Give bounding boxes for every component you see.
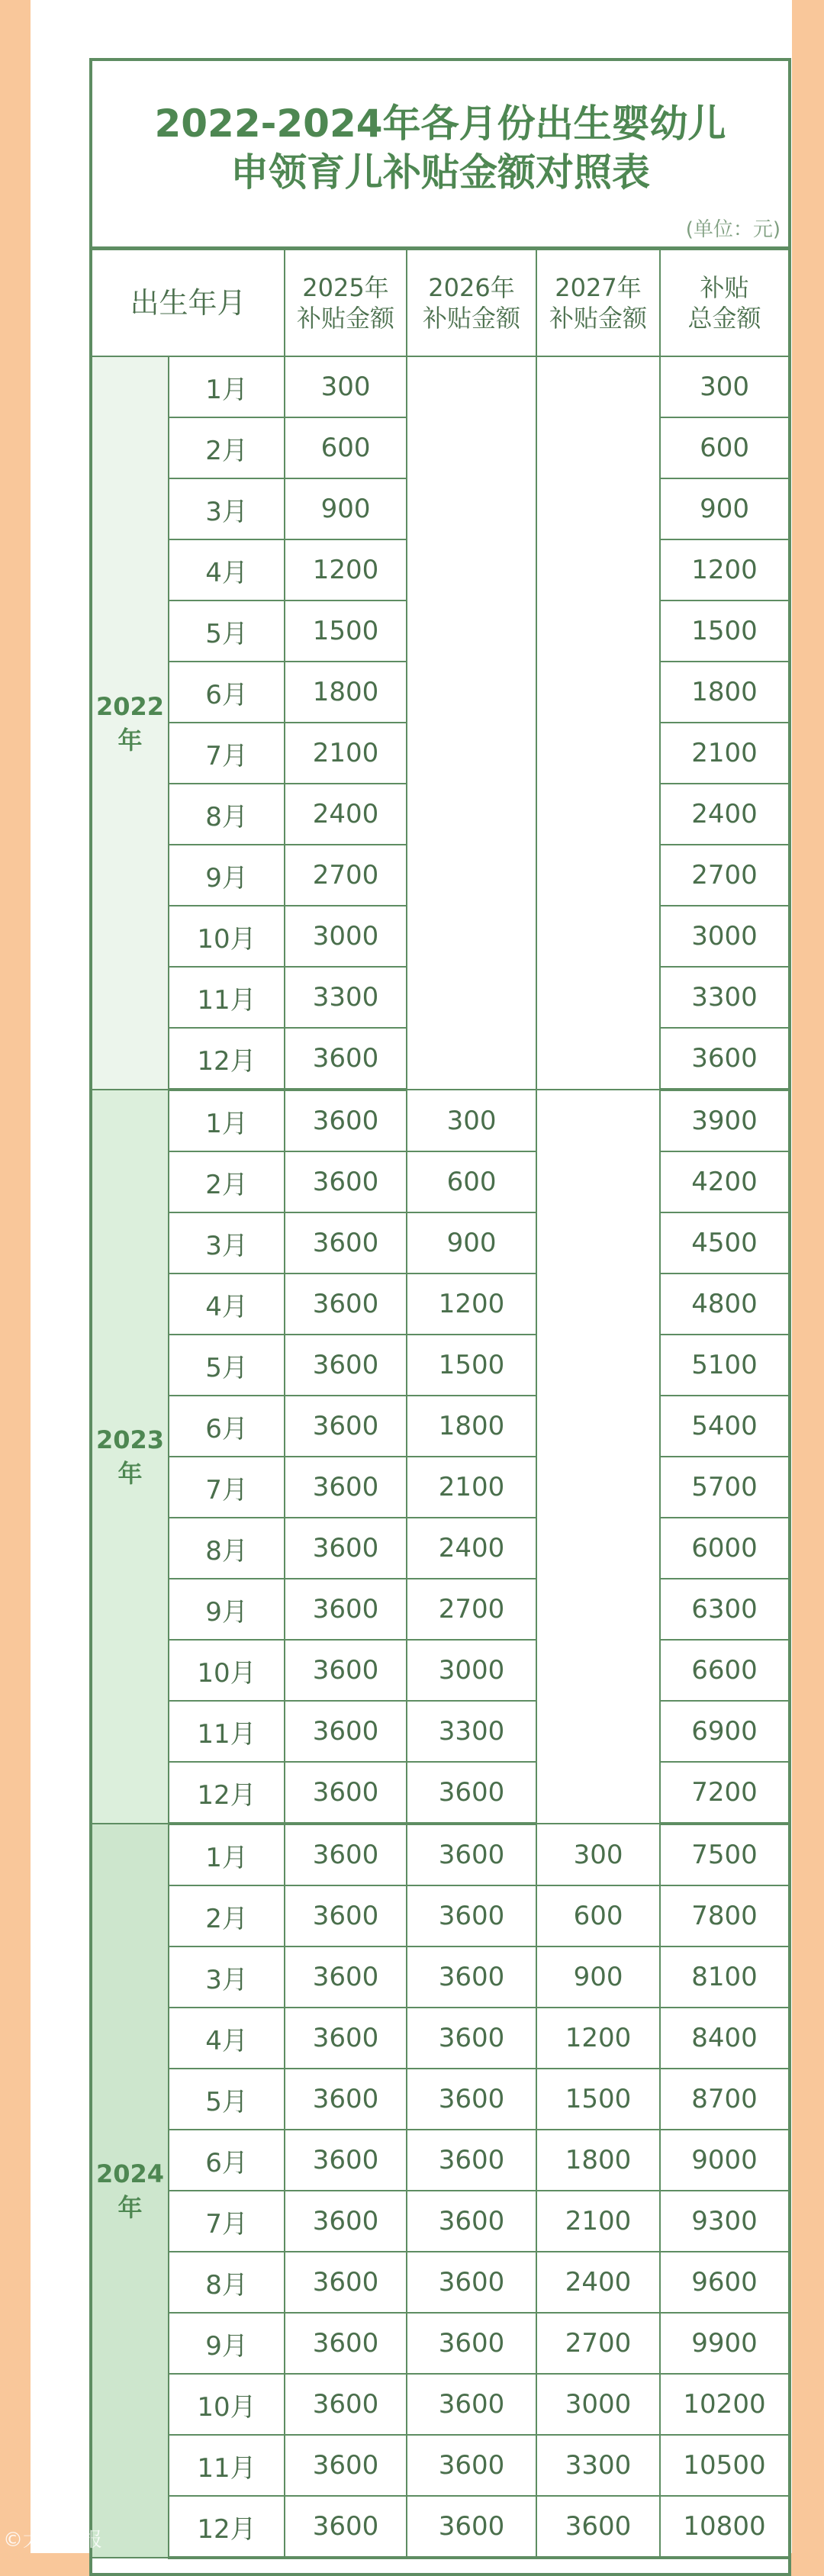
total-cell: 8400	[660, 2008, 788, 2069]
amount-2026-cell: 3600	[407, 2069, 536, 2130]
title-line-1: 2022-2024年各月份出生婴幼儿	[154, 101, 726, 146]
amount-2027-cell: 3000	[536, 2374, 660, 2435]
total-cell: 6600	[660, 1640, 788, 1701]
amount-2027-cell: 3600	[536, 2496, 660, 2558]
month-cell: 3月	[169, 478, 285, 539]
amount-2025-cell: 3600	[285, 2191, 407, 2252]
total-cell: 4200	[660, 1151, 788, 1212]
amount-2025-cell: 2700	[285, 845, 407, 906]
table-row	[92, 2374, 788, 2435]
amount-2025-cell: 3600	[285, 1579, 407, 1640]
total-cell: 1200	[660, 539, 788, 601]
amount-2025-cell: 3600	[285, 1028, 407, 1090]
header-total-line-1: 补贴	[700, 273, 749, 302]
amount-2026-cell: 3600	[407, 1762, 536, 1824]
unit-note: (单位：元)	[685, 218, 781, 241]
month-cell: 4月	[169, 2008, 285, 2069]
month-cell: 2月	[169, 1885, 285, 1946]
amount-2026-cell: 3000	[407, 1640, 536, 1701]
year-suffix: 年	[117, 2193, 143, 2222]
month-cell: 7月	[169, 723, 285, 784]
amount-2027-cell: 3300	[536, 2435, 660, 2496]
total-cell: 900	[660, 478, 788, 539]
header-birth-month: 出生年月	[92, 250, 285, 356]
table-row	[92, 1151, 788, 1212]
total-cell: 6300	[660, 1579, 788, 1640]
header-2027-line-1: 2027年	[555, 273, 642, 302]
amount-2025-cell: 3600	[285, 1274, 407, 1335]
month-cell: 8月	[169, 1518, 285, 1579]
total-cell: 1800	[660, 662, 788, 723]
amount-2026-cell: 1500	[407, 1335, 536, 1396]
month-cell: 2月	[169, 1151, 285, 1212]
amount-2025-cell: 3600	[285, 1212, 407, 1274]
year-suffix: 年	[117, 1459, 143, 1488]
header-2026-line-1: 2026年	[428, 273, 515, 302]
month-cell: 6月	[169, 2130, 285, 2191]
month-cell: 8月	[169, 784, 285, 845]
title-line-2: 申领育儿补贴金额对照表	[230, 150, 650, 195]
total-cell: 7800	[660, 1885, 788, 1946]
amount-2025-cell: 300	[285, 356, 407, 417]
total-cell: 1500	[660, 601, 788, 662]
year-number: 2022	[95, 691, 165, 721]
amount-2026-cell: 2100	[407, 1457, 536, 1518]
month-cell: 4月	[169, 539, 285, 601]
total-cell: 8100	[660, 1946, 788, 2008]
table-row	[92, 2496, 788, 2558]
total-cell: 9300	[660, 2191, 788, 2252]
month-cell: 10月	[169, 2374, 285, 2435]
month-cell: 1月	[169, 356, 285, 417]
table-row	[92, 1762, 788, 1824]
amount-2025-cell: 3600	[285, 1518, 407, 1579]
amount-2026-cell: 1800	[407, 1396, 536, 1457]
month-cell: 7月	[169, 2191, 285, 2252]
month-cell: 5月	[169, 2069, 285, 2130]
amount-2025-cell: 1200	[285, 539, 407, 601]
amount-2025-cell: 3600	[285, 2313, 407, 2374]
amount-2026-cell: 2400	[407, 1518, 536, 1579]
page-title	[92, 99, 788, 197]
table-row	[92, 2191, 788, 2252]
header-2026-line-2: 补贴金额	[423, 304, 521, 333]
year-cell	[92, 1090, 169, 1824]
month-cell: 9月	[169, 2313, 285, 2374]
year-cell	[92, 356, 169, 1090]
total-cell: 2700	[660, 845, 788, 906]
amount-2025-cell: 3600	[285, 2252, 407, 2313]
total-cell: 10500	[660, 2435, 788, 2496]
amount-2025-cell: 3600	[285, 1335, 407, 1396]
month-cell: 5月	[169, 601, 285, 662]
year-suffix: 年	[117, 725, 143, 755]
month-cell: 1月	[169, 1090, 285, 1151]
total-cell: 600	[660, 417, 788, 478]
empty-merged-cell	[407, 356, 536, 1090]
total-cell: 7500	[660, 1824, 788, 1885]
amount-2025-cell: 3300	[285, 967, 407, 1028]
amount-2027-cell: 2400	[536, 2252, 660, 2313]
amount-2027-cell: 1200	[536, 2008, 660, 2069]
header-row	[92, 250, 788, 356]
month-cell: 1月	[169, 1824, 285, 1885]
table-row	[92, 2313, 788, 2374]
header-total-line-2: 总金额	[687, 304, 761, 333]
year-number: 2023	[95, 1425, 165, 1454]
watermark: ©大众日报	[3, 2529, 103, 2552]
total-cell: 2100	[660, 723, 788, 784]
table-row	[92, 1396, 788, 1457]
month-cell: 6月	[169, 662, 285, 723]
header-2027-line-2: 补贴金额	[549, 304, 648, 333]
month-cell: 12月	[169, 2496, 285, 2558]
total-cell: 7200	[660, 1762, 788, 1824]
amount-2025-cell: 3600	[285, 1946, 407, 2008]
total-cell: 9900	[660, 2313, 788, 2374]
amount-2025-cell: 3600	[285, 2069, 407, 2130]
amount-2027-cell: 1800	[536, 2130, 660, 2191]
table-row	[92, 1701, 788, 1762]
table-row	[92, 2130, 788, 2191]
amount-2026-cell: 3600	[407, 2496, 536, 2558]
empty-merged-cell	[536, 1090, 660, 1824]
amount-2027-cell: 2100	[536, 2191, 660, 2252]
amount-2026-cell: 3600	[407, 2374, 536, 2435]
amount-2026-cell: 3600	[407, 2313, 536, 2374]
table-row	[92, 1335, 788, 1396]
total-cell: 300	[660, 356, 788, 417]
amount-2027-cell: 1500	[536, 2069, 660, 2130]
total-cell: 2400	[660, 784, 788, 845]
total-cell: 3000	[660, 906, 788, 967]
table-row	[92, 2435, 788, 2496]
amount-2027-cell: 600	[536, 1885, 660, 1946]
total-cell: 8700	[660, 2069, 788, 2130]
table-row	[92, 2069, 788, 2130]
total-cell: 9000	[660, 2130, 788, 2191]
table-row	[92, 1090, 788, 1151]
amount-2025-cell: 1500	[285, 601, 407, 662]
total-cell: 10200	[660, 2374, 788, 2435]
amount-2025-cell: 1800	[285, 662, 407, 723]
year-cell	[92, 1824, 169, 2558]
amount-2026-cell: 3600	[407, 2191, 536, 2252]
amount-2025-cell: 600	[285, 417, 407, 478]
table-row	[92, 1946, 788, 2008]
amount-2025-cell: 3600	[285, 1824, 407, 1885]
month-cell: 10月	[169, 1640, 285, 1701]
month-cell: 7月	[169, 1457, 285, 1518]
amount-2025-cell: 3600	[285, 1396, 407, 1457]
amount-2025-cell: 3600	[285, 2374, 407, 2435]
total-cell: 4500	[660, 1212, 788, 1274]
amount-2025-cell: 3600	[285, 1885, 407, 1946]
amount-2026-cell: 2700	[407, 1579, 536, 1640]
amount-2025-cell: 3600	[285, 1457, 407, 1518]
amount-2025-cell: 3600	[285, 2496, 407, 2558]
table-row	[92, 1457, 788, 1518]
table-row	[92, 2252, 788, 2313]
amount-2025-cell: 2100	[285, 723, 407, 784]
month-cell: 10月	[169, 906, 285, 967]
month-cell: 3月	[169, 1212, 285, 1274]
table-frame	[89, 58, 791, 2576]
amount-2026-cell: 3600	[407, 2252, 536, 2313]
total-cell: 10800	[660, 2496, 788, 2558]
total-cell: 6900	[660, 1701, 788, 1762]
header-2025-line-1: 2025年	[302, 273, 389, 302]
header-2025-line-2: 补贴金额	[297, 304, 395, 333]
amount-2025-cell: 3600	[285, 2008, 407, 2069]
table-row	[92, 1824, 788, 1885]
amount-2026-cell: 3300	[407, 1701, 536, 1762]
amount-2025-cell: 3600	[285, 2130, 407, 2191]
amount-2026-cell: 900	[407, 1212, 536, 1274]
month-cell: 2月	[169, 417, 285, 478]
table-row	[92, 1212, 788, 1274]
month-cell: 12月	[169, 1028, 285, 1090]
total-cell: 5100	[660, 1335, 788, 1396]
table-body	[92, 356, 788, 2558]
header-2026	[407, 250, 536, 356]
total-cell: 6000	[660, 1518, 788, 1579]
month-cell: 11月	[169, 1701, 285, 1762]
subsidy-table	[92, 249, 788, 2559]
month-cell: 3月	[169, 1946, 285, 2008]
month-cell: 6月	[169, 1396, 285, 1457]
amount-2026-cell: 3600	[407, 2130, 536, 2191]
month-cell: 4月	[169, 1274, 285, 1335]
empty-merged-cell	[536, 356, 660, 1090]
year-number: 2024	[95, 2159, 165, 2188]
amount-2025-cell: 3600	[285, 1762, 407, 1824]
month-cell: 12月	[169, 1762, 285, 1824]
amount-2025-cell: 3600	[285, 1640, 407, 1701]
total-cell: 5400	[660, 1396, 788, 1457]
amount-2025-cell: 2400	[285, 784, 407, 845]
month-cell: 11月	[169, 2435, 285, 2496]
header-total	[660, 250, 788, 356]
amount-2026-cell: 300	[407, 1090, 536, 1151]
table-row	[92, 1274, 788, 1335]
table-row	[92, 1579, 788, 1640]
total-cell: 3600	[660, 1028, 788, 1090]
total-cell: 3300	[660, 967, 788, 1028]
page-background	[31, 0, 792, 2553]
amount-2025-cell: 3600	[285, 1701, 407, 1762]
amount-2026-cell: 3600	[407, 1946, 536, 2008]
total-cell: 4800	[660, 1274, 788, 1335]
amount-2025-cell: 3600	[285, 2435, 407, 2496]
table-row	[92, 2008, 788, 2069]
month-cell: 9月	[169, 845, 285, 906]
amount-2027-cell: 300	[536, 1824, 660, 1885]
amount-2026-cell: 3600	[407, 1885, 536, 1946]
table-row	[92, 356, 788, 417]
header-2027	[536, 250, 660, 356]
total-cell: 3900	[660, 1090, 788, 1151]
amount-2026-cell: 3600	[407, 2435, 536, 2496]
amount-2025-cell: 3000	[285, 906, 407, 967]
month-cell: 11月	[169, 967, 285, 1028]
amount-2026-cell: 1200	[407, 1274, 536, 1335]
header-2025	[285, 250, 407, 356]
month-cell: 8月	[169, 2252, 285, 2313]
amount-2026-cell: 3600	[407, 1824, 536, 1885]
amount-2026-cell: 600	[407, 1151, 536, 1212]
total-cell: 9600	[660, 2252, 788, 2313]
total-cell: 5700	[660, 1457, 788, 1518]
month-cell: 9月	[169, 1579, 285, 1640]
table-row	[92, 1640, 788, 1701]
table-row	[92, 1885, 788, 1946]
table-row	[92, 1518, 788, 1579]
amount-2025-cell: 3600	[285, 1090, 407, 1151]
amount-2025-cell: 900	[285, 478, 407, 539]
amount-2027-cell: 2700	[536, 2313, 660, 2374]
amount-2025-cell: 3600	[285, 1151, 407, 1212]
amount-2026-cell: 3600	[407, 2008, 536, 2069]
month-cell: 5月	[169, 1335, 285, 1396]
amount-2027-cell: 900	[536, 1946, 660, 2008]
